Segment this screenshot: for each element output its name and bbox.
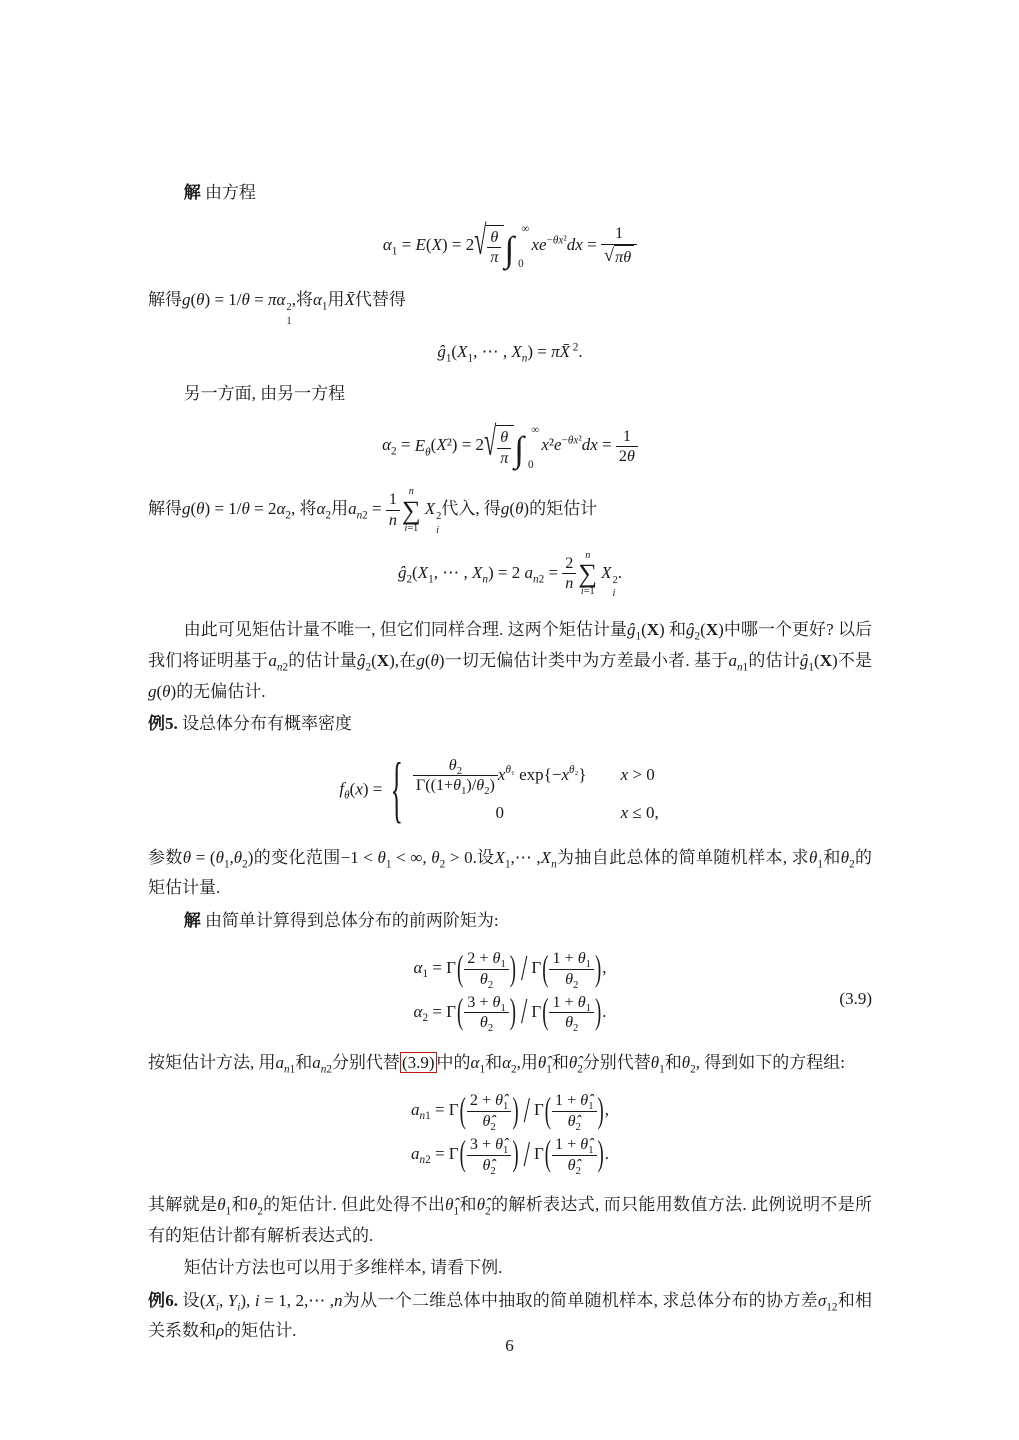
eq-ghat1: $ĝ_1(X_1$, ⋯ , $X_n$) = πX̄ $^2$. — [437, 341, 583, 365]
eq-system-hats — [148, 1091, 872, 1175]
eq-alpha1-gamma: $\alpha_1 = \Gamma$( $\frac{2 + \theta_1}{\theta_2}$ ) / Γ( $\frac{1 + \theta_1}{\theta_2}$ ), — [413, 948, 607, 991]
eq-aligned-moments — [148, 949, 872, 1033]
para-parameter-range: 参数$\theta = (\theta_1,\theta_2)$的变化范围$-1 < \theta_1$ < ∞, $\theta_2 > 0$.设$X_1,\cdots$ $,X_n$为抽自此总体的简单随机样本, 求$\theta_1$和$\theta_2$的矩估计量. — [148, 847, 873, 898]
eq-alpha1-moment: $\alpha_1 = E(X) = 2√$ $\frac{\theta}{\pi}$ ∫ ∞ 0 $xe^{-\theta x^2}dx$ = $\frac{1}{√\pi\theta}$ — [148, 222, 872, 271]
eq-density-cases: $f_\theta(x)$ = { $\frac{\theta_2}{\Gamma((1+\theta_1)/\theta_2)}$ $x^{\theta_1}$ $\exp\{-x^{\theta_2}\}$ x > 0 0 x ≤ 0, — [339, 747, 659, 832]
equation-number-3-9: (3.9) — [839, 988, 872, 1008]
para-other-equation: 另一方面, 由另一方程 — [183, 383, 346, 403]
eq-alpha2-moment: $\alpha_2 = E_\theta(X^2) = 2√$ $\frac{\theta}{\pi}$ ∫ ∞ 0 $x^2e^{-\theta x^2}dx$ = $\frac{1}{2\theta}$ — [148, 422, 872, 471]
eq-ghat2: $ĝ_2(X_1$, ⋯ , $X_n) = 2$ $a_{n2}$ = $\frac{2}{n}$ n ∑ i=1 X 2 i . — [397, 549, 623, 600]
para-solution-intro: 解 由方程 — [183, 183, 256, 202]
eq-ref-3-9[interactable]: (3.9) — [401, 1052, 435, 1072]
page-content — [148, 176, 872, 1349]
example6-heading: 例6. 设($X_i$, $Y_i$), i = 1, 2,⋯ ,n为从一个二维总体中抽取的简单随机样本, 求总体分布的协方差$\sigma_{12}$和相关系数和ρ的矩估计. — [148, 1290, 873, 1341]
para-solve-g-theta-2: 解得$g(\theta) = 1/\theta = 2\alpha_2$, 将$\alpha_2$用$a_{n2}$ = $\frac{1}{n}$ n ∑ i=1 X 2 i 代入, 得g(θ)的矩估计 — [148, 485, 598, 536]
para-substitute-method: 按矩估计方法, 用$a_{n1}$和$a_{n2}$分别代替 (3.9) 中的$\alpha_1$和$\alpha_2$,用$\thetâ_1$和$\thetâ_2$分别代替$\theta_1$和$\theta_2$, 得到如下的方程组: — [148, 1052, 845, 1076]
para-solution-example5: 解 由简单计算得到总体分布的前两阶矩为: — [183, 910, 499, 930]
para-solve-g-theta-1: 解得g(θ) = 1/θ = πα 2 1 ,将$\alpha_1$用X̄代替得 — [148, 290, 406, 327]
eq-an2-gamma: $a_{n2} = \Gamma$( $\frac{3 + \thetâ_1}{\thetâ_2}$ ) / Γ( $\frac{1 + \thetâ_1}{\thetâ_2}$ ). — [410, 1134, 610, 1177]
para-discussion-uniqueness: 由此可见矩估计量不唯一, 但它们同样合理. 这两个矩估计量$ĝ_1(X)$ 和$ĝ_2(X)$中哪一个更好? 以后我们将证明基于$a_{n2}$的估计量$ĝ_2(X)$,在g(θ)一切无偏估计类中为方差最小者. 基于$a_{n1}$的估计$ĝ_1(X)$不是g(θ)的无偏估计. — [148, 620, 873, 701]
para-no-closed-form: 其解就是$\theta_1$和$\theta_2$的矩估计. 但此处得不出$\thetâ_1$和$\thetâ_2$的解析表达式, 而只能用数值方法. 此例说明不是所有的矩估计都有解析表达式的. — [148, 1194, 873, 1245]
eq-alpha2-gamma: $\alpha_2 = \Gamma$( $\frac{3 + \theta_1}{\theta_2}$ ) / Γ( $\frac{1 + \theta_1}{\theta_2}$ ). — [413, 992, 607, 1035]
example5-heading: 例5. 设总体分布有概率密度 — [148, 714, 352, 734]
eq-an1-gamma: $a_{n1} = \Gamma$( $\frac{2 + \thetâ_1}{\thetâ_2}$ ) / Γ( $\frac{1 + \thetâ_1}{\thetâ_2}$ ), — [410, 1090, 610, 1134]
page-number: 6 — [505, 1336, 514, 1355]
para-multivariate-note: 矩估计方法也可以用于多维样本, 请看下例. — [183, 1258, 503, 1278]
